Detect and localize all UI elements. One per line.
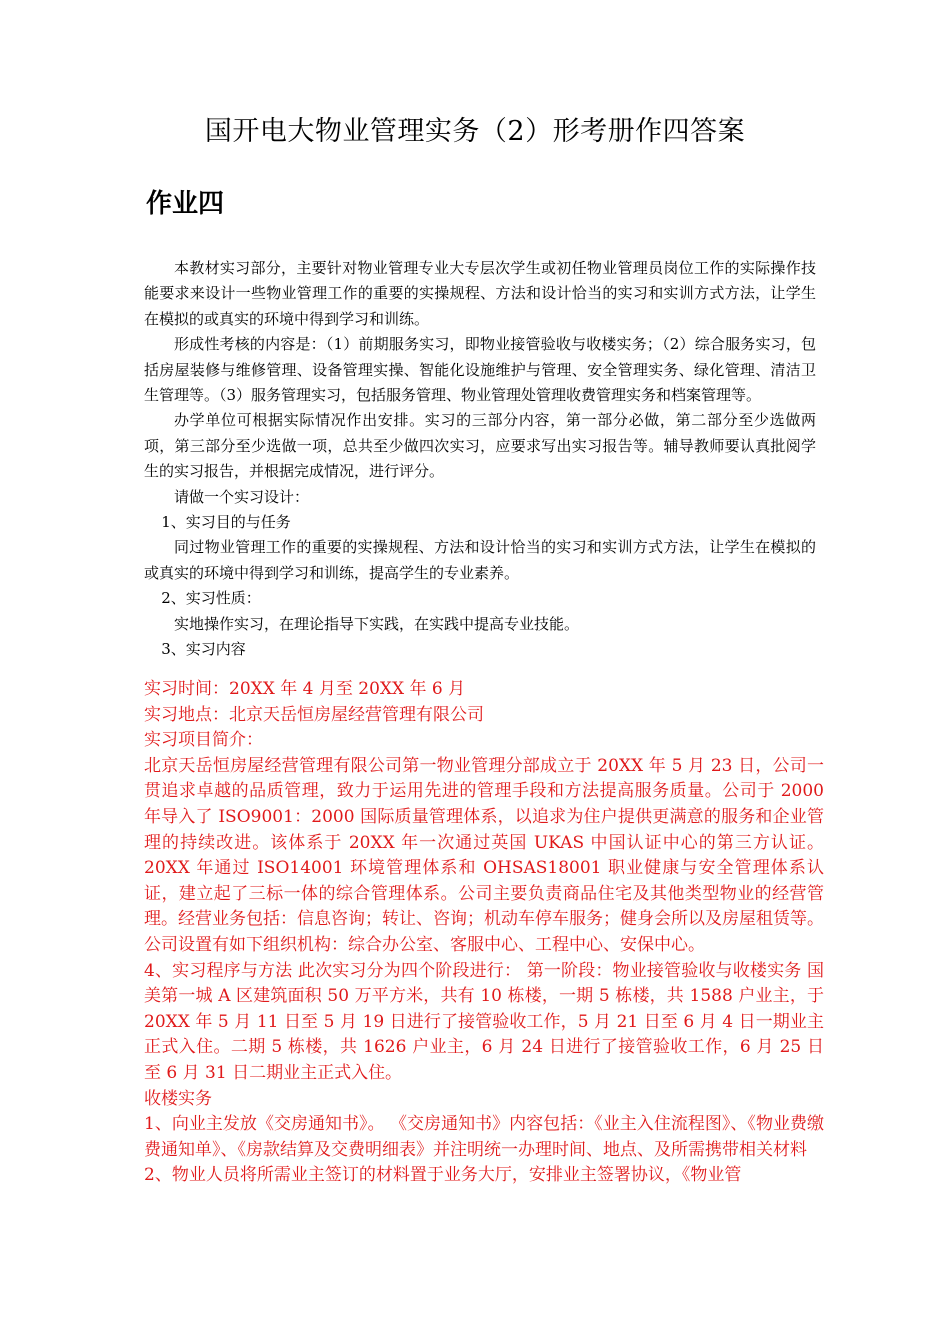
section-heading: 作业四: [146, 189, 225, 219]
answer-step-2: 2、物业人员将所需业主签订的材料置于业务大厅，安排业主签署协议，《物业管: [144, 1165, 742, 1186]
item-text: 同过物业管理工作的重要的实操规程、方法和设计恰当的实习和实训方式方法，让学生在模拟的或真实的环境中得到学习和训练，提高学生的专业素养。: [144, 538, 816, 582]
answer-project-text: 北京天岳恒房屋经营管理有限公司第一物业管理分部成立于 20XX 年 5 月 23 日，公司一贯追求卓越的品质管理，致力于运用先进的管理手段和方法提高服务质量。公司于 2000 年导入了 ISO9001：2000 国际质量管理体系，以追求为住户提供更满意的服务和企业管理的持续改进。该体系于 20XX 年一次通过英国 UKAS 中国认证中心的第三方认证。20XX 年通过 ISO14001 环境管理体系和 OHSAS18001 职业健康与安全管理体系认证，建立起了三标一体的综合管理体系。公司主要负责商品住宅及其他类型物业的经营管理。经营业务包括：信息咨询；转让、咨询；机动车停车服务；健身会所以及房屋租赁等。公司设置有如下组织机构：综合办公室、客服中心、工程中心、安保中心。: [144, 755, 824, 955]
item-heading: 1、实习目的与任务: [161, 513, 291, 532]
assignment-text: [144, 256, 816, 663]
answer-project-heading: 实习项目简介：: [144, 730, 263, 751]
answer-procedure-text: 4、实习程序与方法 此次实习分为四个阶段进行： 第一阶段：物业接管验收与收楼实务 国美第一城 A 区建筑面积 50 万平方米，共有 10 栋楼，一期 5 栋楼，共 1588 户业主，于 20XX 年 5 月 11 日至 5 月 19 日进行了接管验收工作，5 月 21 日至 6 月 4 日一期业主正式入住。二期 5 栋楼，共 1626 户业主，6 月 24 日进行了接管验收工作，6 月 25 日至 6 月 31 日二期业主正式入住。: [144, 960, 824, 1083]
intro-paragraph: 办学单位可根据实际情况作出安排。实习的三部分内容，第一部分必做，第二部分至少选做两项，第三部分至少选做一项，总共至少做四次实习，应要求写出实习报告等。辅导教师要认真批阅学生的实习报告，并根据完成情况，进行评分。: [144, 411, 816, 481]
answer-location: 实习地点：北京天岳恒房屋经营管理有限公司: [144, 704, 484, 725]
answer-time: 实习时间：20XX 年 4 月至 20XX 年 6 月: [144, 679, 466, 699]
intro-paragraph: 形成性考核的内容是：（1）前期服务实习，即物业接管验收与收楼实务；（2）综合服务实习，包括房屋装修与维修管理、设备管理实操、智能化设施维护与管理、安全管理实务、绿化管理、清洁卫生管理等。（3）服务管理实习，包括服务管理、物业管理处管理收费管理实务和档案管理等。: [144, 335, 816, 405]
intro-paragraph: 请做一个实习设计：: [174, 487, 310, 506]
answer-handover-heading: 收楼实务: [144, 1088, 212, 1109]
item-heading: 3、实习内容: [161, 640, 246, 659]
answer-text: [144, 677, 824, 1189]
document-title: 国开电大物业管理实务（2）形考册作四答案: [204, 116, 746, 147]
answer-step-1: 1、向业主发放《交房通知书》。 《交房通知书》内容包括：《业主入住流程图》、《物业费缴费通知单》、《房款结算及交费明细表》并注明统一办理时间、地点、及所需携带相关材料: [144, 1114, 824, 1160]
intro-paragraph: 本教材实习部分，主要针对物业管理专业大专层次学生或初任物业管理员岗位工作的实际操作技能要求来设计一些物业管理工作的重要的实操规程、方法和设计恰当的实习和实训方式方法，让学生在模拟的或真实的环境中得到学习和训练。: [144, 259, 816, 328]
item-text: 实地操作实习，在理论指导下实践，在实践中提高专业技能。: [174, 614, 580, 633]
item-heading: 2、实习性质：: [161, 589, 261, 608]
